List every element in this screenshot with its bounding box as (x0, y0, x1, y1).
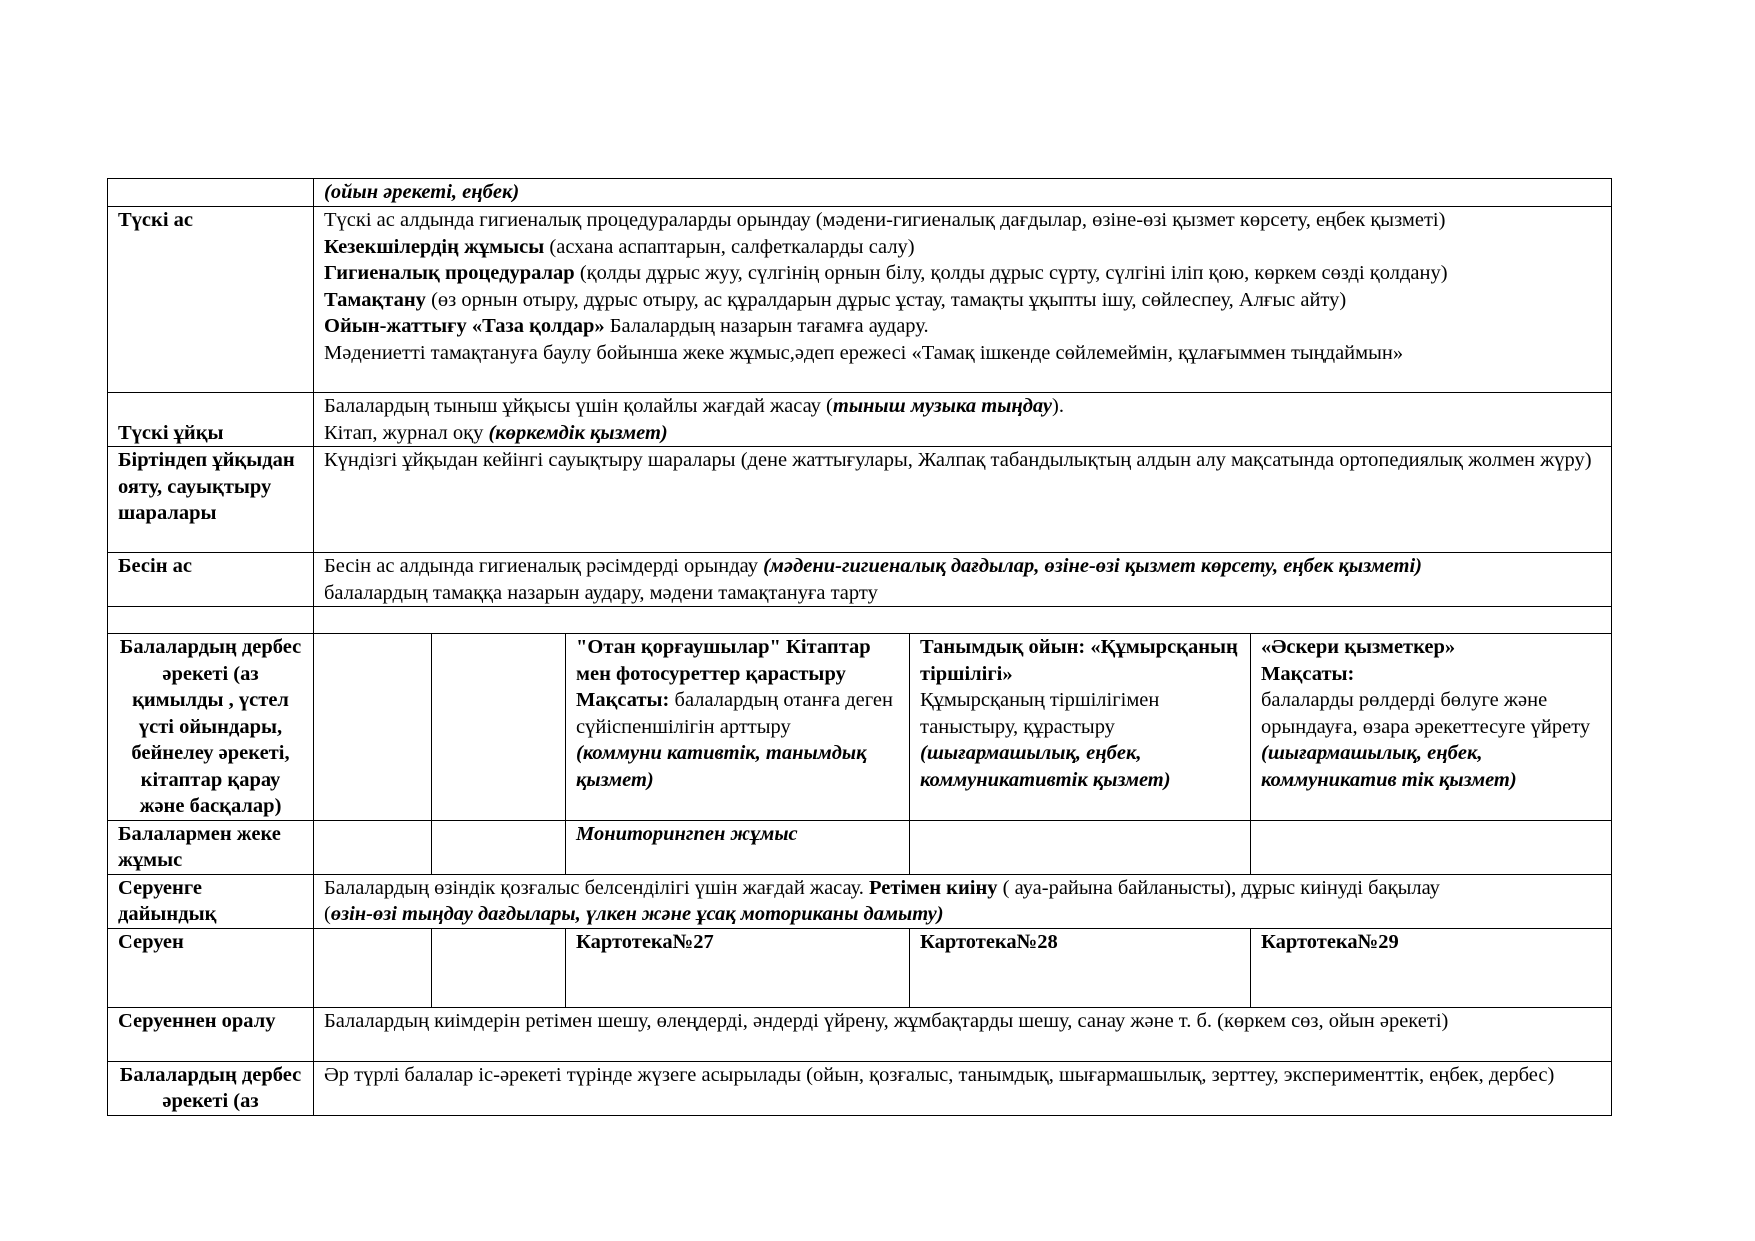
row-independent-2 (108, 1061, 1612, 1115)
duty-label: Кезекшілердің жұмысы (324, 235, 545, 258)
row-independent (108, 634, 1612, 821)
row-independent-label: Балалардың дербес әрекеті (аз қимылды , үстел үсті ойындары, бейнелеу әрекеті, кітаптар қарау және басқалар) (108, 634, 314, 821)
hygiene-label: Гигиеналық процедуралар (324, 262, 575, 284)
walk-thu: Картотека№28 (910, 928, 1251, 1007)
walk-fri: Картотека№29 (1251, 928, 1612, 1007)
wed-goal-label: Мақсаты: (576, 689, 670, 711)
row-top-content (314, 179, 1612, 207)
eating-label: Тамақтану (324, 288, 426, 311)
hygiene-text: (қолды дұрыс жуу, сүлгінің орнын білу, қолды дұрыс сүрту, сүлгіні іліп қою, көркем сөзді қолдану) (574, 262, 1448, 284)
individual-wed: Мониторингпен жұмыс (566, 820, 910, 874)
row-snack-label: Бесін ас (108, 553, 314, 607)
activity-tag: (ойын әрекеті, еңбек) (324, 181, 520, 203)
row-lunch-content (314, 207, 1612, 393)
independent-thu (910, 634, 1251, 821)
row-wake (108, 447, 1612, 553)
independent-mon (314, 634, 432, 821)
eating-text: (өз орнын отыру, дұрыс отыру, ас құралдарын дұрыс ұстау, тамақты ұқыпты ішу, сөйлеспеу, Алғыс айту) (425, 288, 1347, 311)
game-text: Балалардың назарын тағамға аудару. (604, 315, 929, 337)
fri-tag: (шығармашылық, еңбек, коммуникатив тік қызмет) (1261, 742, 1517, 791)
row-lunch (108, 207, 1612, 393)
individual-fri (1251, 820, 1612, 874)
prep-line-2 (324, 901, 1601, 928)
thu-tag: (шығармашылық, еңбек, коммуникативтік қызмет) (920, 742, 1171, 791)
row-snack-content (314, 553, 1612, 607)
row-independent-2-content: Әр түрлі балалар іс-әрекеті түрінде жүзеге асырылады (ойын, қозғалыс, танымдық, шығармашылық, зерттеу, эксперименттік, еңбек, дербес) (314, 1061, 1612, 1115)
row-prep (108, 874, 1612, 928)
row-return-label: Серуеннен оралу (108, 1007, 314, 1061)
row-prep-label: Серуенге дайындық (108, 874, 314, 928)
row-individual-label: Балалармен жеке жұмыс (108, 820, 314, 874)
prep-tag: өзін-өзі тыңдау дағдылары, үлкен және ұсақ моториканы дамыту) (330, 903, 944, 925)
walk-tue (432, 928, 566, 1007)
row-return-content: Балалардың киімдерін ретімен шешу, өлеңдерді, әндерді үйрену, жұмбақтарды шешу, санау және т. б. (көркем сөз, ойын әрекеті) (314, 1007, 1612, 1061)
lunch-line-3 (324, 260, 1601, 287)
nap-text-a: Балалардың тыныш ұйқысы үшін қолайлы жағдай жасау ( (324, 395, 833, 417)
wed-goal-text: балалардың отанға деген сүйіспеншілігін арттыру (576, 689, 893, 738)
fri-goal-label: Мақсаты: (1261, 662, 1355, 685)
prep-text-a: Балалардың өзіндік қозғалыс белсенділігі үшін жағдай жасау. (324, 876, 870, 899)
fri-goal-text: балаларды рөлдерді бөлуге және орындауға, өзара әрекеттесуге үйрету (1261, 689, 1591, 738)
independent-tue (432, 634, 566, 821)
nap-text-c: ). (1052, 395, 1064, 417)
row-empty-label (108, 607, 314, 634)
wed-tag: (коммуни кативтік, танымдық қызмет) (576, 742, 867, 791)
individual-thu (910, 820, 1251, 874)
lunch-line-6: Мәдениетті тамақтануға баулу бойынша жеке жұмыс,әдеп ережесі «Тамақ ішкенде сөйлемеймін, құлағыммен тыңдаймын» (324, 341, 1404, 364)
walk-wed: Картотека№27 (566, 928, 910, 1007)
nap-music: тыныш музыка тыңдау (832, 395, 1052, 417)
independent-fri (1251, 634, 1612, 821)
wed-title: "Отан қорғаушылар" Кітаптар мен фотосуреттер қарастыру (576, 636, 871, 685)
row-prep-content (314, 874, 1612, 928)
nap-line-1 (324, 393, 1601, 420)
thu-title: Танымдық ойын: «Құмырсқаның тіршілігі» (920, 636, 1238, 685)
nap-reading-tag: (көркемдік қызмет) (488, 421, 668, 444)
individual-tue (432, 820, 566, 874)
row-independent-2-label: Балалардың дербес әрекеті (аз (108, 1061, 314, 1115)
prep-dressing: Ретімен киіну (869, 876, 998, 899)
row-snack (108, 553, 1612, 607)
prep-text-c: ( ауа-райына байланысты), дұрыс киінуді бақылау (997, 876, 1440, 899)
row-nap-label: Түскі ұйқы (108, 393, 314, 447)
schedule-table (107, 178, 1612, 1116)
row-nap-content (314, 393, 1612, 447)
prep-paren: ( (324, 903, 331, 925)
lunch-line-1: Түскі ас алдында гигиеналық процедураларды орындау (мәдени-гигиеналық дағдылар, өзіне-өзі қызмет көрсету, еңбек қызметі) (324, 209, 1446, 231)
fri-text (1261, 687, 1601, 793)
row-nap (108, 393, 1612, 447)
row-empty (108, 607, 1612, 634)
thu-text: Құмырсқаның тіршілігімен таныстыру, құрастыру (920, 689, 1160, 738)
row-wake-label: Біртіндеп ұйқыдан ояту, сауықтыру шаралары (108, 447, 314, 553)
walk-mon (314, 928, 432, 1007)
row-wake-content: Күндізгі ұйқыдан кейінгі сауықтыру шаралары (дене жаттығулары, Жалпақ табандылықтың алдын алу мақсатында ортопедиялық жолмен жүру) (314, 447, 1612, 553)
fri-title: «Әскери қызметкер» (1261, 636, 1456, 658)
row-lunch-label: Түскі ас (108, 207, 314, 393)
lunch-line-4 (324, 287, 1601, 314)
snack-line-1 (324, 553, 1601, 580)
lunch-line-5 (324, 313, 1601, 340)
nap-reading: Кітап, журнал оқу (324, 421, 489, 444)
lunch-line-2 (324, 234, 1601, 261)
independent-wed (566, 634, 910, 821)
snack-tag: (мәдени-гигиеналық дағдылар, өзіне-өзі қызмет көрсету, еңбек қызметі) (763, 555, 1422, 577)
wed-goal (576, 687, 899, 740)
row-return (108, 1007, 1612, 1061)
row-individual (108, 820, 1612, 874)
row-top (108, 179, 1612, 207)
row-top-label (108, 179, 314, 207)
row-walk-label: Серуен (108, 928, 314, 1007)
snack-text: Бесін ас алдында гигиеналық рәсімдерді орындау (324, 555, 764, 577)
snack-line-2: балалардың тамаққа назарын аудару, мәдени тамақтануға тарту (324, 581, 878, 604)
prep-line-1 (324, 875, 1601, 902)
nap-line-2 (324, 420, 1601, 447)
duty-text: (асхана аспаптарын, салфеткаларды салу) (544, 235, 915, 258)
game-label: Ойын-жаттығу «Таза қолдар» (324, 315, 605, 337)
row-walk (108, 928, 1612, 1007)
individual-mon (314, 820, 432, 874)
row-empty-content (314, 607, 1612, 634)
